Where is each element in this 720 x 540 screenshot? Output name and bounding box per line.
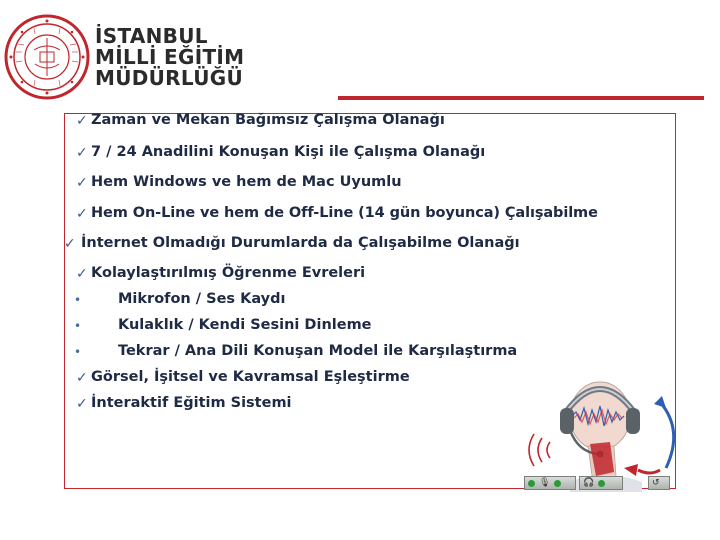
logo-line-3: MÜDÜRLÜĞÜ bbox=[95, 66, 244, 90]
record-controls bbox=[524, 476, 576, 490]
headset-listening-head-icon bbox=[520, 372, 688, 492]
headphones-icon[interactable]: 🎧 bbox=[583, 478, 595, 488]
check-icon: ✓ bbox=[76, 145, 88, 161]
logo-wordmark bbox=[95, 26, 244, 89]
list-item: İnternet Olmadığı Durumlarda da Çalışabilme Olanağı bbox=[81, 235, 520, 251]
list-item: 7 / 24 Anadilini Konuşan Kişi ile Çalışma Olanağı bbox=[91, 144, 486, 160]
logo-line-1: İSTANBUL bbox=[95, 24, 208, 48]
listen-controls bbox=[579, 476, 623, 490]
logo-line-2: MİLLİ EĞİTİM bbox=[95, 45, 245, 69]
replay-icon[interactable]: ↺ bbox=[652, 478, 660, 488]
bullet-icon: • bbox=[74, 319, 82, 333]
check-icon: ✓ bbox=[76, 206, 88, 222]
list-item: İnteraktif Eğitim Sistemi bbox=[91, 395, 292, 411]
check-icon: ✓ bbox=[76, 113, 88, 129]
list-item: Zaman ve Mekan Bağımsız Çalışma Olanağı bbox=[91, 112, 445, 128]
record-icon[interactable] bbox=[598, 480, 605, 487]
list-item: Mikrofon / Ses Kaydı bbox=[118, 291, 286, 307]
check-icon: ✓ bbox=[76, 175, 88, 191]
list-item: Hem On-Line ve hem de Off-Line (14 gün boyunca) Çalışabilme bbox=[91, 205, 598, 221]
bullet-icon: • bbox=[74, 345, 82, 359]
bullet-icon: • bbox=[74, 293, 82, 307]
replay-control bbox=[648, 476, 670, 490]
microphone-icon[interactable]: 🎙 bbox=[539, 478, 551, 488]
list-item: Görsel, İşitsel ve Kavramsal Eşleştirme bbox=[91, 369, 410, 385]
list-item: Kulaklık / Kendi Sesini Dinleme bbox=[118, 317, 372, 333]
list-item: Tekrar / Ana Dili Konuşan Model ile Karşılaştırma bbox=[118, 343, 518, 359]
check-icon: ✓ bbox=[76, 370, 88, 386]
ministry-seal-logo bbox=[4, 14, 90, 100]
check-icon: ✓ bbox=[76, 396, 88, 412]
record-icon[interactable] bbox=[528, 480, 535, 487]
header-divider bbox=[338, 96, 704, 100]
playback-controls bbox=[524, 476, 676, 490]
list-item: Hem Windows ve hem de Mac Uyumlu bbox=[91, 174, 402, 190]
check-icon: ✓ bbox=[76, 266, 88, 282]
list-item: Kolaylaştırılmış Öğrenme Evreleri bbox=[91, 265, 366, 281]
record-icon[interactable] bbox=[554, 480, 561, 487]
check-icon: ✓ bbox=[64, 236, 76, 252]
